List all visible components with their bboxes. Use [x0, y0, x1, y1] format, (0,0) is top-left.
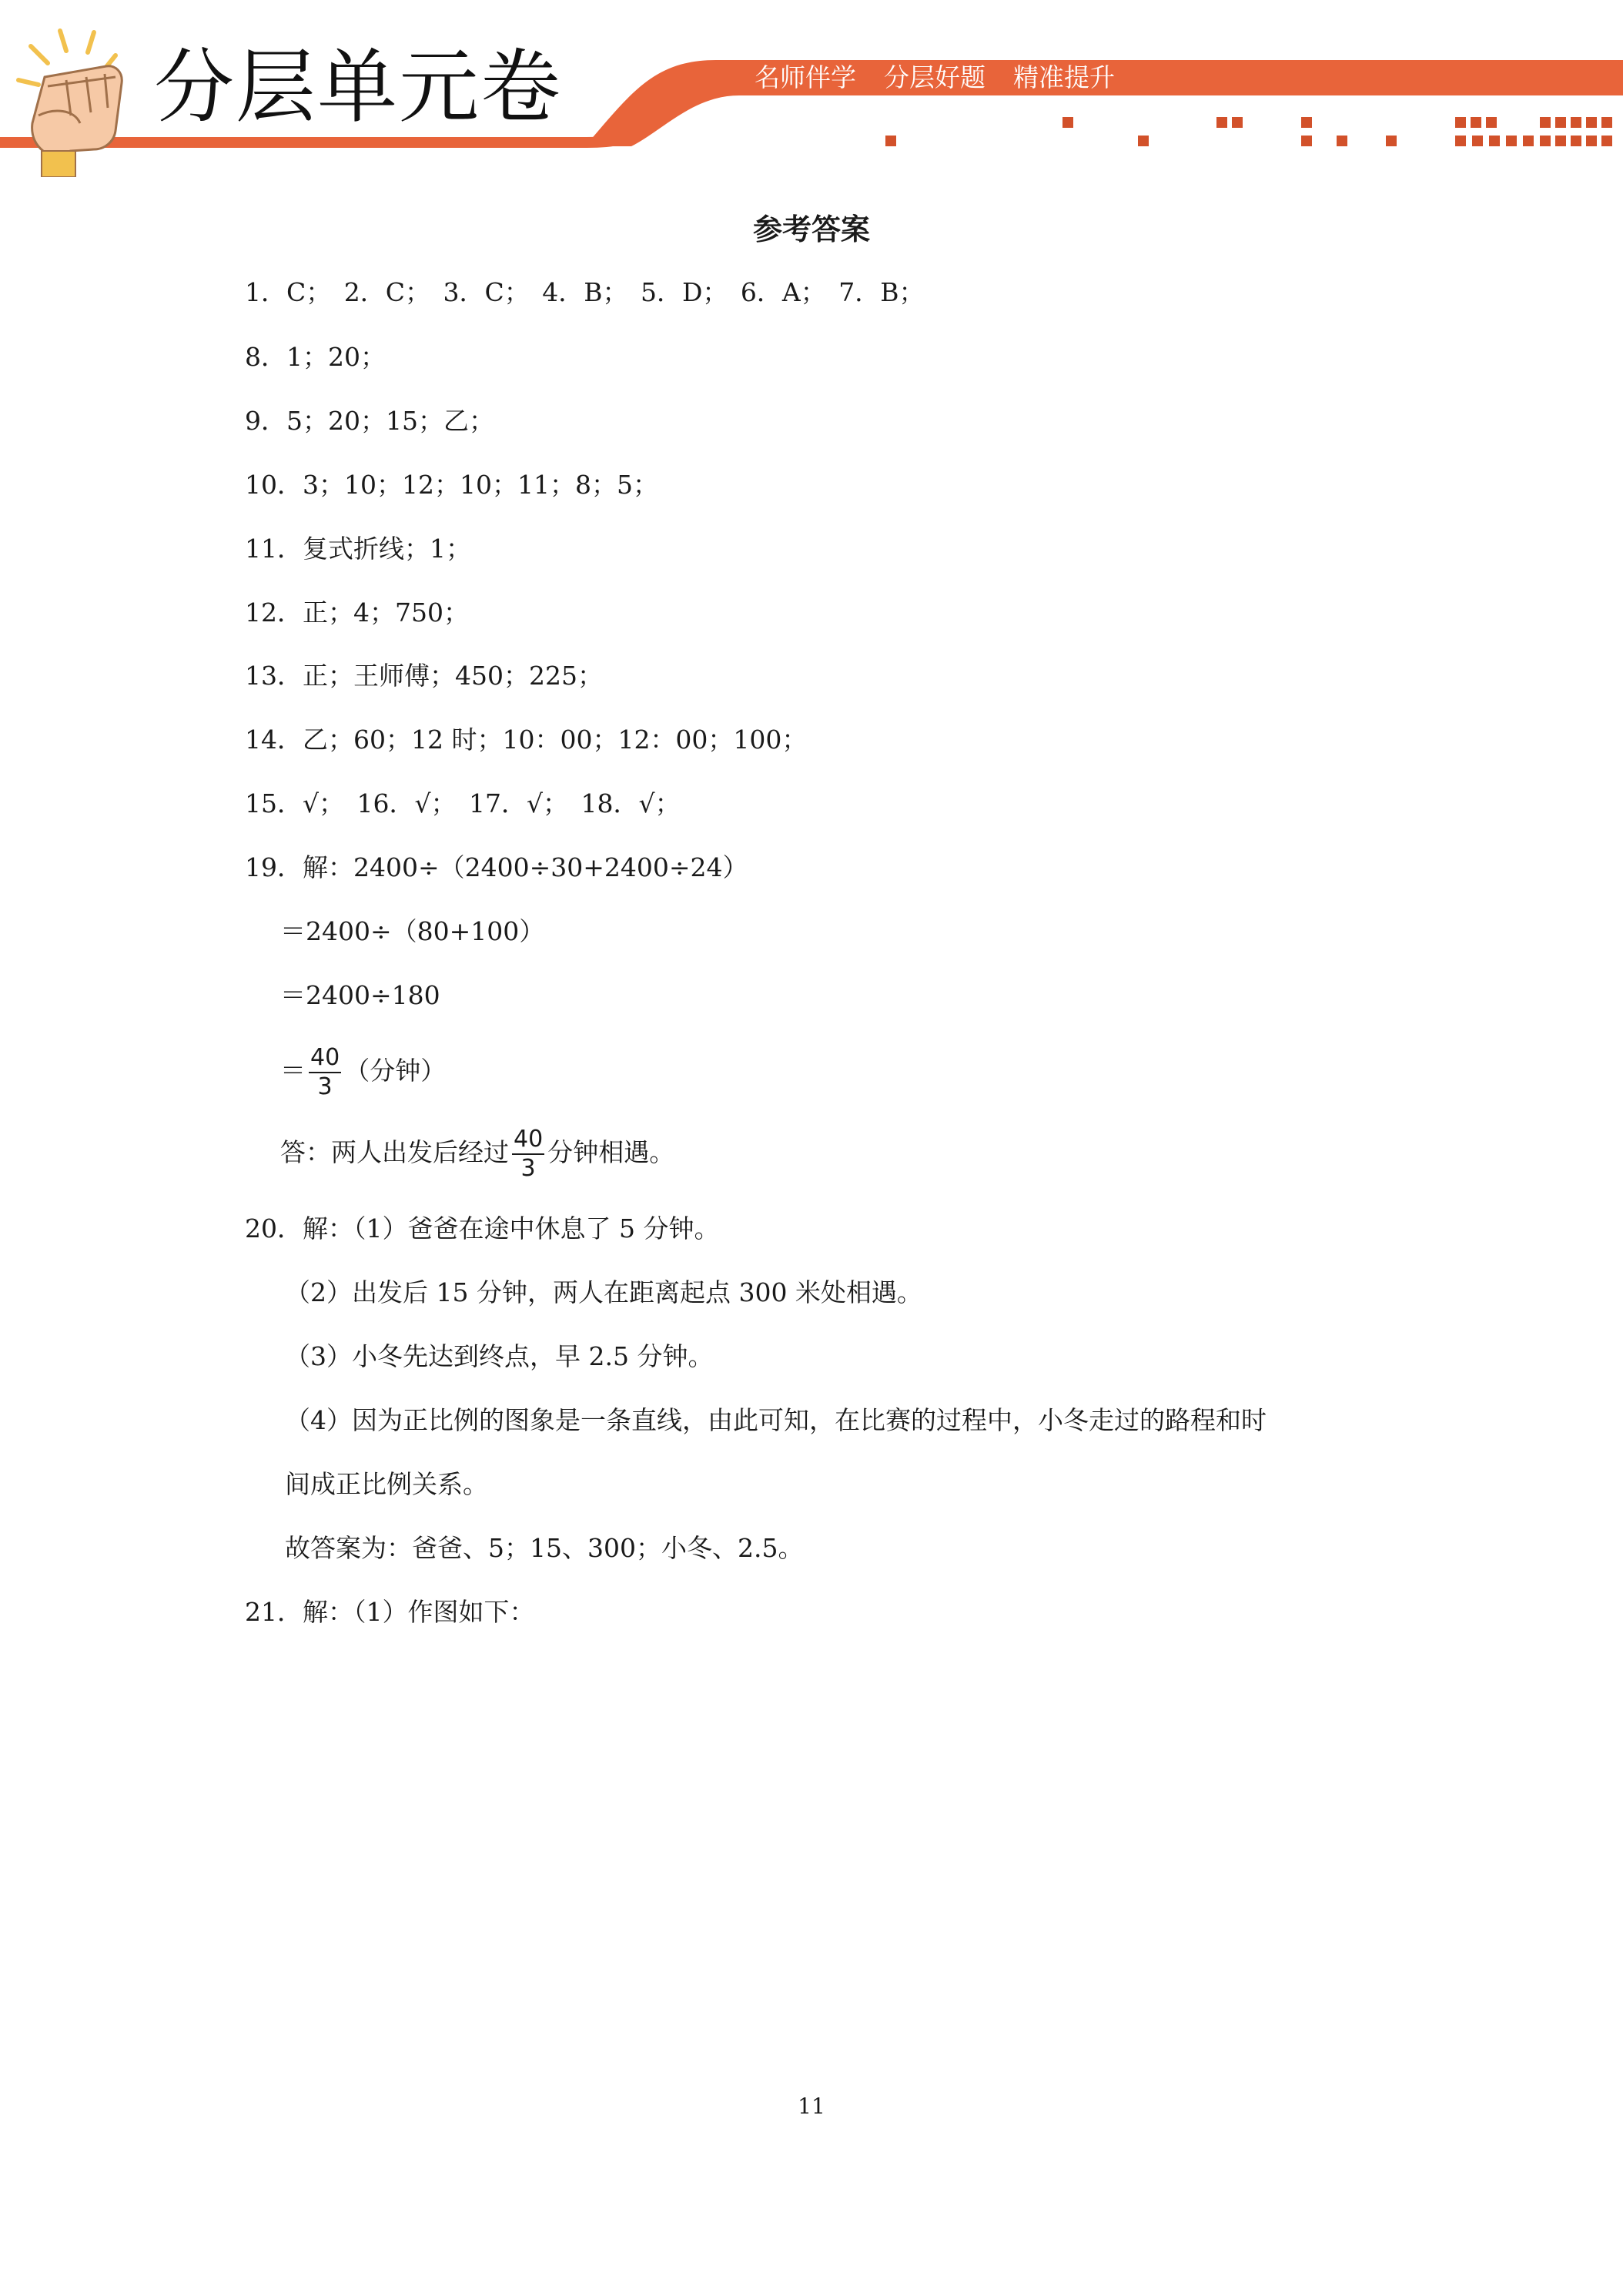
fraction-denominator: 3: [520, 1155, 536, 1182]
conclusion-suffix: 分钟相遇。: [547, 1137, 675, 1167]
answer-line-13: 13．正；王师傅；450；225；: [245, 661, 603, 691]
answer-line-19: 19．解：2400÷（2400÷30+2400÷24）: [245, 852, 748, 882]
answer-line-20-part-2: （2）出发后 15 分钟，两人在距离起点 300 米处相遇。: [285, 1277, 922, 1307]
slogan-item: 名师伴学: [755, 62, 856, 92]
answer-line-21: 21．解：（1）作图如下：: [245, 1597, 535, 1627]
fraction: [512, 1128, 544, 1180]
fraction-numerator: 40: [309, 1046, 341, 1073]
answer-line-9: 9．5；20；15；乙；: [245, 406, 494, 436]
page-header: [0, 0, 1623, 177]
fraction-denominator: 3: [317, 1073, 333, 1100]
answer-line-20-part-4-cont: 间成正比例关系。: [285, 1469, 488, 1499]
answer-line-19-step-3: [280, 1036, 446, 1106]
page-title: 参考答案: [752, 213, 870, 246]
answer-line-20: 20．解：（1）爸爸在途中休息了 5 分钟。: [245, 1213, 720, 1243]
answer-line-12: 12．正；4；750；: [245, 597, 469, 628]
brand-title: 分层单元卷: [154, 40, 563, 134]
answer-line-14: 14．乙；60；12 时；10：00；12：00；100；: [245, 725, 808, 755]
answer-line-19-conclusion: [280, 1118, 674, 1187]
answer-line-8: 8．1；20；: [245, 342, 386, 372]
answer-line-15: 15．√； 16．√； 17．√； 18．√；: [245, 788, 681, 818]
answer-line-11: 11．复式折线；1；: [245, 534, 471, 564]
slogan-item: 分层好题: [884, 62, 986, 92]
raised-fist-icon: [18, 31, 122, 177]
answer-line-20-part-4: （4）因为正比例的图象是一条直线，由此可知，在比赛的过程中，小冬走过的路程和时: [285, 1405, 1267, 1435]
equals-sign: ＝: [280, 1056, 306, 1086]
conclusion-prefix: 答：两人出发后经过: [280, 1137, 509, 1167]
header-slogan: [755, 60, 1143, 95]
fraction: [309, 1046, 341, 1099]
answer-line-19-step-1: ＝2400÷（80+100）: [280, 916, 545, 946]
fraction-numerator: 40: [512, 1128, 544, 1155]
unit-text: （分钟）: [344, 1056, 447, 1086]
answer-line-19-step-2: ＝2400÷180: [280, 980, 440, 1010]
answer-line-20-summary: 故答案为：爸爸、5；15、300；小冬、2.5。: [285, 1533, 804, 1563]
page-number: 11: [798, 2094, 825, 2119]
slogan-item: 精准提升: [1013, 62, 1115, 92]
answer-line-1: 1．C； 2．C； 3．C； 4．B； 5．D； 6．A； 7．B；: [245, 277, 925, 307]
answer-line-20-part-3: （3）小冬先达到终点，早 2.5 分钟。: [285, 1341, 714, 1371]
answer-line-10: 10．3；10；12；10；11；8；5；: [245, 470, 658, 500]
